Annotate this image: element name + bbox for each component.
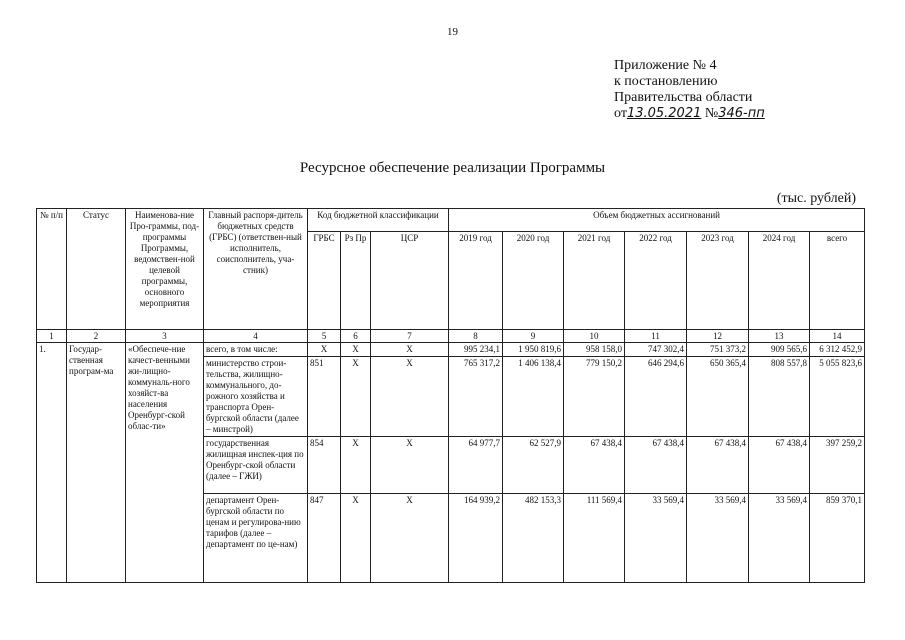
value-2024: 808 557,8 (749, 357, 810, 437)
program-name: «Обеспече-ние качест-венными жи-лищно-коммуналь-ного хозяйст-ва населения Оренбург-ской облас-ти» (126, 343, 204, 583)
csr-code: X (371, 343, 449, 357)
grbs-code: 851 (308, 357, 341, 437)
column-number: 7 (371, 330, 449, 343)
column-number: 4 (204, 330, 308, 343)
csr-code: X (371, 494, 449, 583)
value-2019: 64 977,7 (449, 437, 503, 494)
csr-code: X (371, 357, 449, 437)
column-number: 12 (687, 330, 749, 343)
value-2022: 33 569,4 (625, 494, 687, 583)
grbs-code: 847 (308, 494, 341, 583)
column-number: 5 (308, 330, 341, 343)
page-number: 19 (447, 26, 458, 38)
value-2022: 747 302,4 (625, 343, 687, 357)
units-label: (тыс. рублей) (776, 191, 856, 206)
resolution-number: 346-пп (718, 106, 765, 121)
value-2023: 67 438,4 (687, 437, 749, 494)
csr-code: X (371, 437, 449, 494)
column-number: 6 (341, 330, 371, 343)
program-number: 1. (37, 343, 67, 583)
header-total: всего (810, 232, 865, 330)
value-2024: 33 569,4 (749, 494, 810, 583)
value-2024: 909 565,6 (749, 343, 810, 357)
appendix-line-4 (614, 106, 765, 122)
value-2022: 646 294,6 (625, 357, 687, 437)
header-budget-code: Код бюджетной классификации (308, 209, 449, 232)
value-2023: 33 569,4 (687, 494, 749, 583)
table-row-total (37, 343, 865, 357)
program-status: Государ-ственная програм-ма (67, 343, 126, 583)
appendix-line-2: к постановлению (614, 74, 718, 89)
header-volume: Объем бюджетных ассигнований (449, 209, 865, 232)
value-2023: 751 373,2 (687, 343, 749, 357)
column-number: 8 (449, 330, 503, 343)
column-number: 11 (625, 330, 687, 343)
document-title: Ресурсное обеспечение реализации Программы (299, 160, 606, 176)
header-year: 2021 год (564, 232, 625, 330)
rzpr-code: X (341, 437, 371, 494)
header-num: № п/п (37, 209, 67, 330)
value-total: 5 055 823,6 (810, 357, 865, 437)
resource-table (36, 208, 865, 583)
grbs-code: 854 (308, 437, 341, 494)
rzpr-code: X (341, 494, 371, 583)
from-label: от (614, 106, 627, 121)
column-number-row (37, 330, 865, 343)
header-csr: ЦСР (371, 232, 449, 330)
value-2021: 958 158,0 (564, 343, 625, 357)
rzpr-code: X (341, 357, 371, 437)
column-number: 9 (503, 330, 564, 343)
header-year: 2024 год (749, 232, 810, 330)
appendix-line-1: Приложение № 4 (614, 58, 717, 73)
header-year: 2023 год (687, 232, 749, 330)
value-2022: 67 438,4 (625, 437, 687, 494)
rzpr-code: X (341, 343, 371, 357)
grbs-code: X (308, 343, 341, 357)
appendix-block (614, 58, 765, 122)
header-year: 2022 год (625, 232, 687, 330)
value-total: 859 370,1 (810, 494, 865, 583)
executor-name: министерство строи-тельства, жилищно-коммунального, до-рожного хозяйства и транспорта Орен-бургской области (далее – минстрой) (204, 357, 308, 437)
header-grbs: ГРБС (308, 232, 341, 330)
value-2021: 779 150,2 (564, 357, 625, 437)
header-year: 2020 год (503, 232, 564, 330)
value-2023: 650 365,4 (687, 357, 749, 437)
column-number: 13 (749, 330, 810, 343)
column-number: 1 (37, 330, 67, 343)
value-2021: 67 438,4 (564, 437, 625, 494)
header-name: Наименова-ние Про-граммы, под-программы Программы, ведомствен-ной целевой программы, основного мероприятия (126, 209, 204, 330)
value-total: 397 259,2 (810, 437, 865, 494)
executor-name: государственная жилищная инспек-ция по Оренбург-ской области (далее – ГЖИ) (204, 437, 308, 494)
executor-name: департамент Орен-бургской области по ценам и регулирова-нию тарифов (далее – департамент по це-нам) (204, 494, 308, 583)
value-2020: 1 950 819,6 (503, 343, 564, 357)
appendix-line-3: Правительства области (614, 90, 753, 105)
resolution-date: 13.05.2021 (626, 106, 702, 121)
header-rzpr: Рз Пр (341, 232, 371, 330)
value-2019: 164 939,2 (449, 494, 503, 583)
value-2019: 995 234,1 (449, 343, 503, 357)
header-year: 2019 год (449, 232, 503, 330)
header-row-1 (37, 209, 865, 232)
executor-name: всего, в том числе: (204, 343, 308, 357)
value-total: 6 312 452,9 (810, 343, 865, 357)
value-2020: 62 527,9 (503, 437, 564, 494)
header-grbs-main: Главный распоря-дитель бюджетных средств (ГРБС) (ответствен-ный исполнитель, соисполнитель, уча-стник) (204, 209, 308, 330)
value-2024: 67 438,4 (749, 437, 810, 494)
value-2020: 1 406 138,4 (503, 357, 564, 437)
value-2021: 111 569,4 (564, 494, 625, 583)
column-number: 10 (564, 330, 625, 343)
number-label: № (704, 106, 719, 121)
header-status: Статус (67, 209, 126, 330)
column-number: 14 (810, 330, 865, 343)
column-number: 3 (126, 330, 204, 343)
value-2019: 765 317,2 (449, 357, 503, 437)
column-number: 2 (67, 330, 126, 343)
value-2020: 482 153,3 (503, 494, 564, 583)
